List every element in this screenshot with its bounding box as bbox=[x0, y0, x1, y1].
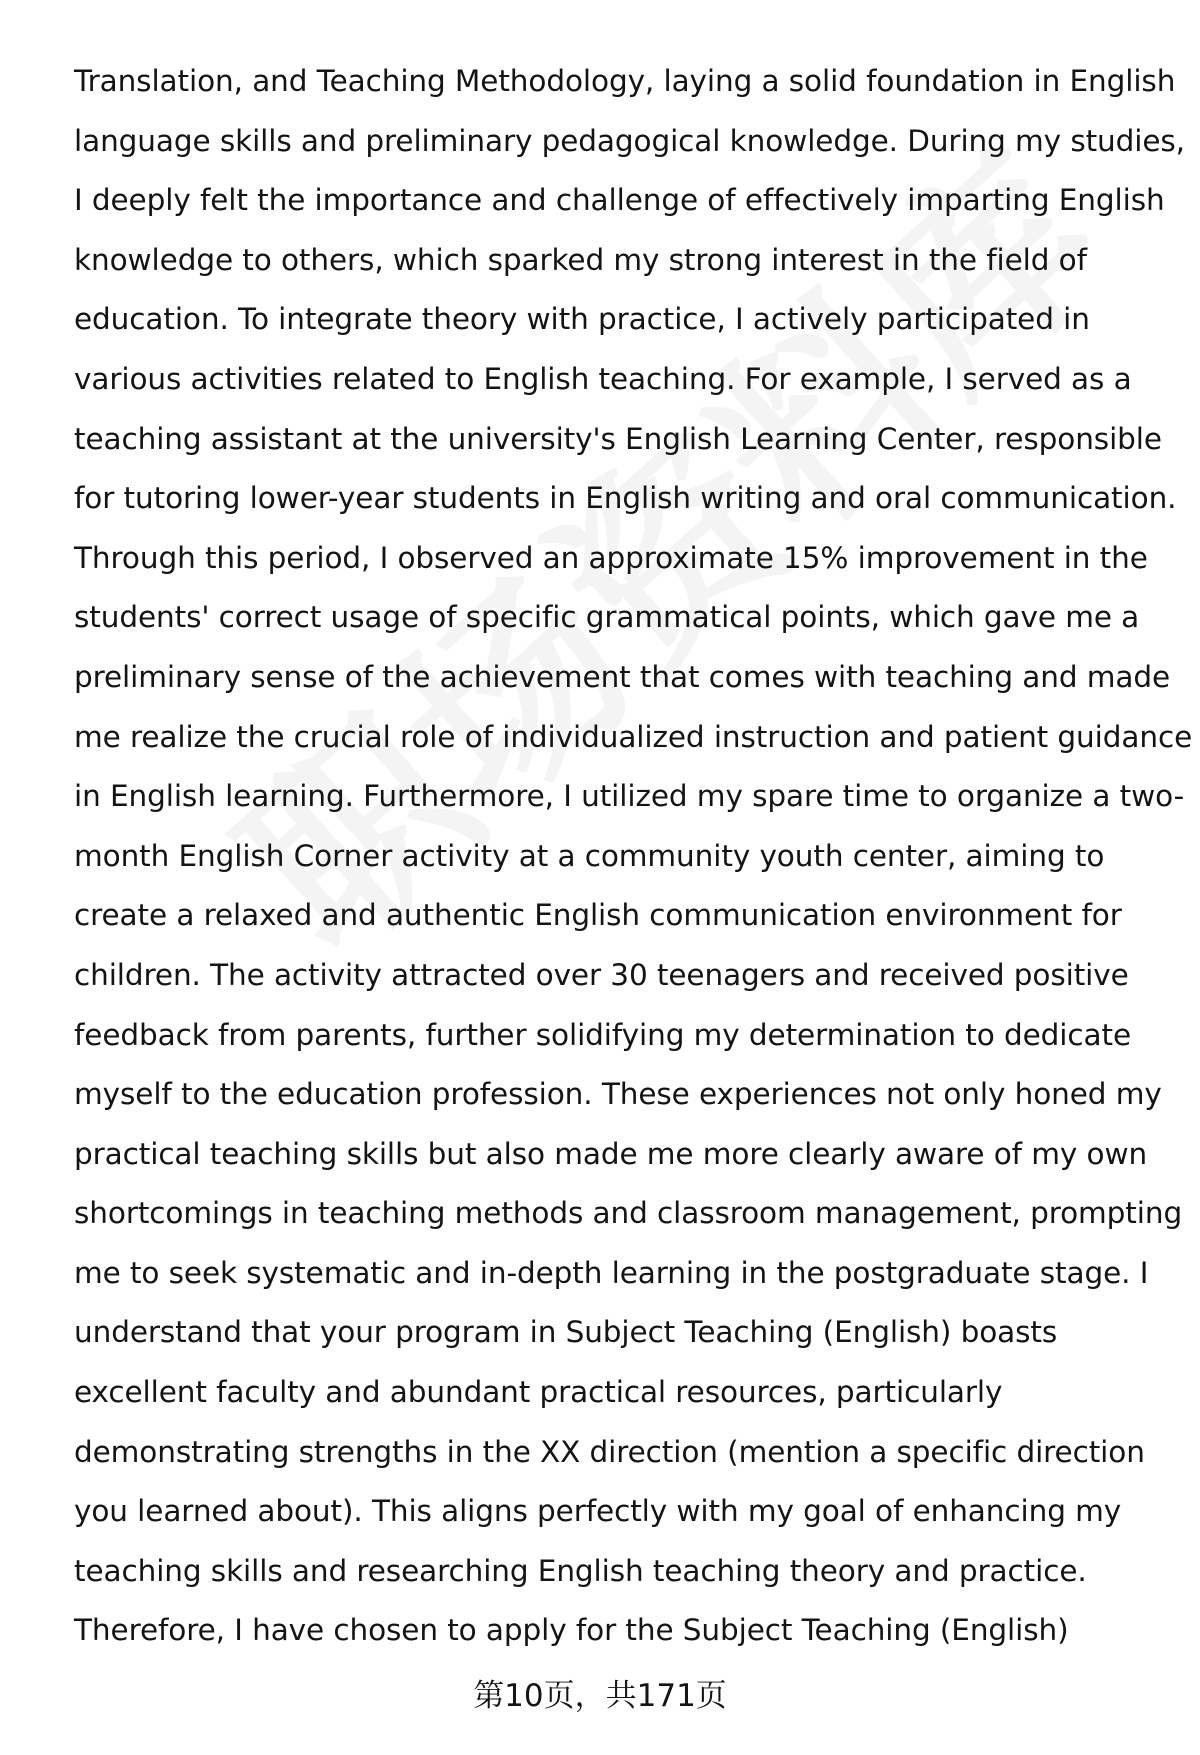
text-line: understand that your program in Subject Teaching (English) boasts bbox=[74, 1315, 1058, 1350]
text-line: demonstrating strengths in the XX direction (mention a specific direction bbox=[74, 1434, 1145, 1469]
text-line: practical teaching skills but also made me more clearly aware of my own bbox=[74, 1136, 1148, 1171]
text-line: excellent faculty and abundant practical resources, particularly bbox=[74, 1375, 1003, 1410]
text-line: preliminary sense of the achievement that comes with teaching and made bbox=[74, 659, 1171, 694]
text-line: knowledge to others, which sparked my strong interest in the field of bbox=[74, 242, 1087, 277]
text-line: students' correct usage of specific grammatical points, which gave me a bbox=[74, 600, 1140, 635]
text-line: in English learning. Furthermore, I utilized my spare time to organize a two- bbox=[74, 779, 1185, 814]
text-line: shortcomings in teaching methods and classroom management, prompting bbox=[74, 1196, 1183, 1231]
text-line: for tutoring lower-year students in English writing and oral communication. bbox=[74, 481, 1177, 516]
text-line: me to seek systematic and in-depth learning in the postgraduate stage. I bbox=[74, 1255, 1149, 1290]
document-body bbox=[74, 52, 1193, 1661]
text-line: teaching skills and researching English teaching theory and practice. bbox=[74, 1553, 1087, 1588]
text-line: teaching assistant at the university's English Learning Center, responsible bbox=[74, 421, 1162, 456]
text-line: Therefore, I have chosen to apply for the Subject Teaching (English) bbox=[74, 1613, 1069, 1648]
text-line: create a relaxed and authentic English communication environment for bbox=[74, 898, 1122, 933]
text-line: I deeply felt the importance and challenge of effectively imparting English bbox=[74, 183, 1165, 218]
text-line: you learned about). This aligns perfectly with my goal of enhancing my bbox=[74, 1494, 1122, 1529]
text-line: me realize the crucial role of individualized instruction and patient guidance bbox=[74, 719, 1193, 754]
text-line: children. The activity attracted over 30 teenagers and received positive bbox=[74, 957, 1129, 992]
text-line: Translation, and Teaching Methodology, laying a solid foundation in English bbox=[74, 64, 1176, 98]
text-line: Through this period, I observed an approximate 15% improvement in the bbox=[74, 540, 1148, 575]
text-line: education. To integrate theory with practice, I actively participated in bbox=[74, 302, 1090, 337]
text-line: myself to the education profession. These experiences not only honed my bbox=[74, 1077, 1162, 1112]
text-line: language skills and preliminary pedagogical knowledge. During my studies, bbox=[74, 123, 1185, 158]
page-number: 第10页，共171页 bbox=[473, 1678, 727, 1714]
text-line: month English Corner activity at a community youth center, aiming to bbox=[74, 838, 1105, 873]
text-line: feedback from parents, further solidifying my determination to dedicate bbox=[74, 1017, 1131, 1052]
text-line: various activities related to English teaching. For example, I served as a bbox=[74, 361, 1132, 396]
